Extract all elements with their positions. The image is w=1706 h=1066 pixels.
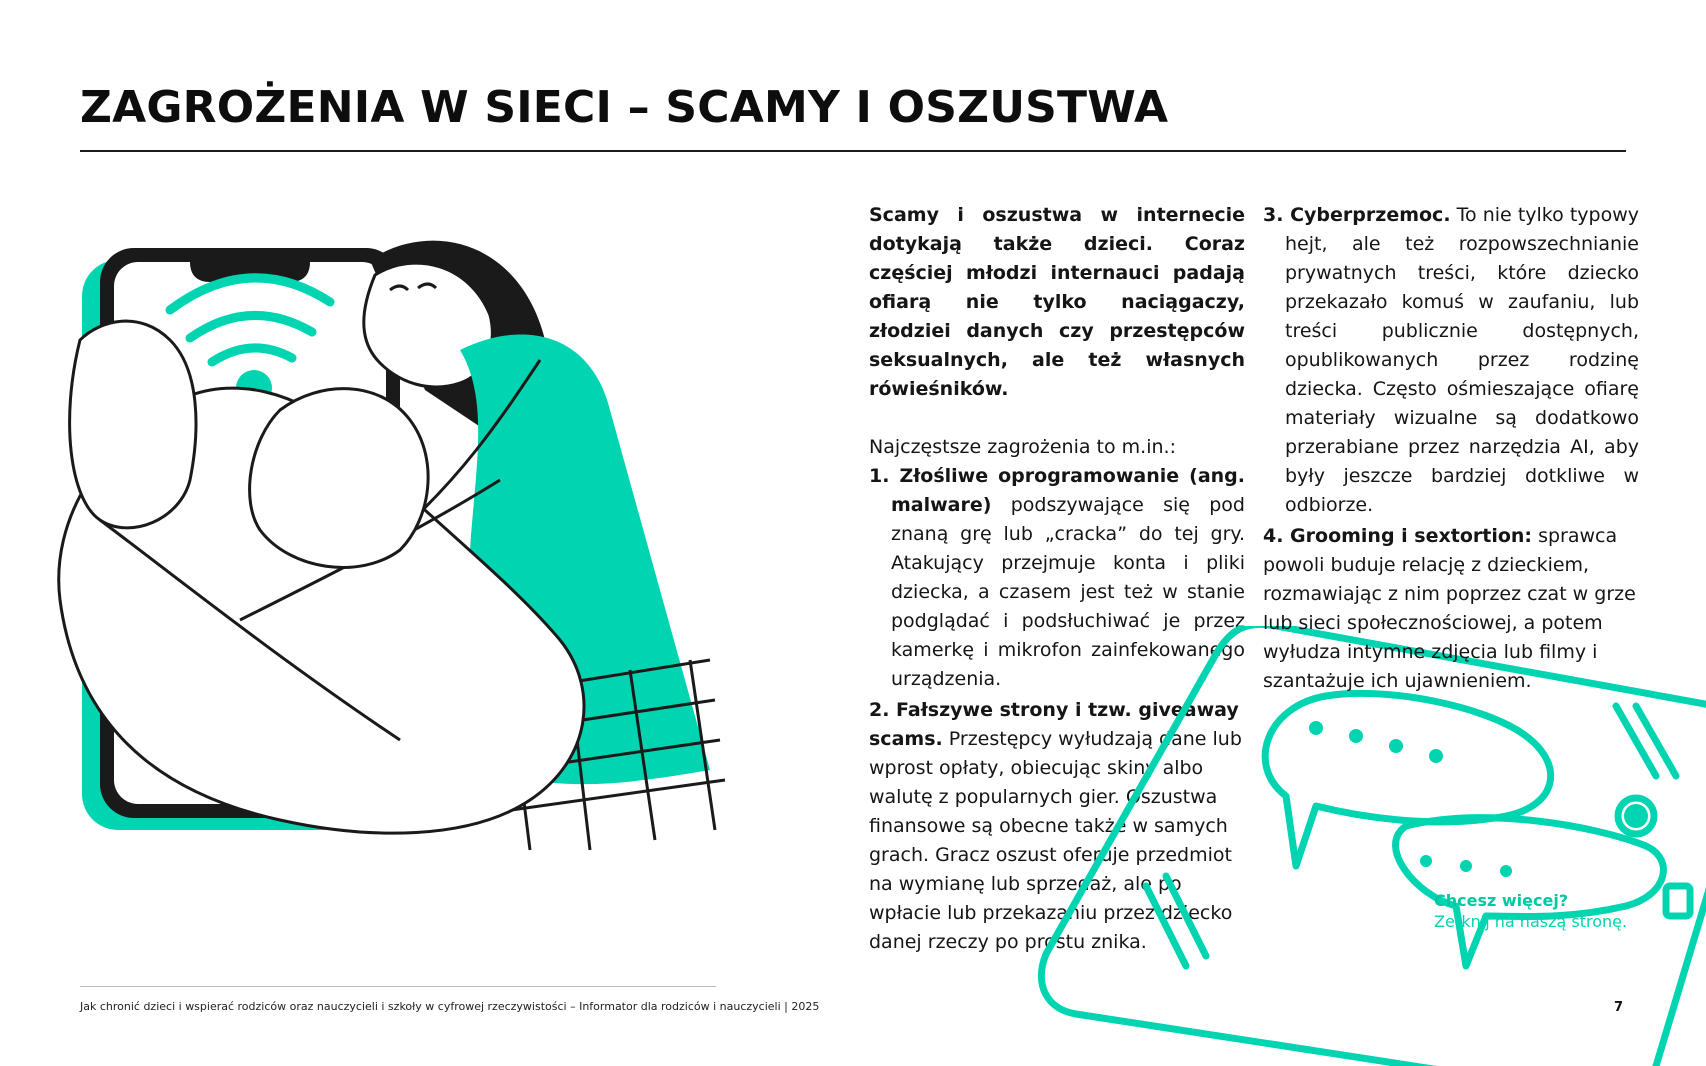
- footer-text: Jak chronić dzieci i wspierać rodziców oraz nauczycieli i szkoły w cyfrowej rzeczywistości – Informator dla rodziców i nauczycieli | 2025: [80, 1000, 820, 1013]
- footer-divider: [80, 986, 716, 987]
- list-item-body: podszywające się pod znaną grę lub „cracka” do tej gry. Atakujący przejmuje konta i pliki dziecka, a czasem jest też w stanie podglądać i podsłuchiwać je przez kamerkę i mikrofon zainfekowanego urządzenia.: [891, 494, 1245, 690]
- list-item-heading: 2. Fałszywe strony i tzw. giveaway scams.: [869, 699, 1239, 750]
- list-item-body: Przestępcy wyłudzają dane lub wprost opłaty, obiecując skiny albo walutę z popularnych gier. Oszustwa finansowe są obecne także w samych grach. Gracz oszust oferuje przedmiot na wymianę lub sprzedaż, ale po wpłacie lub przekazaniu przez dziecko danej rzeczy po prostu znika.: [869, 728, 1242, 953]
- device-button: [1666, 886, 1690, 916]
- article-column-2: [1263, 201, 1639, 698]
- cta-block[interactable]: [1434, 890, 1627, 932]
- list-item-heading: 3. Cyberprzemoc.: [1263, 204, 1451, 226]
- cta-link[interactable]: Zerknij na naszą stronę.: [1434, 912, 1628, 931]
- list-item: [1263, 201, 1639, 520]
- list-item-body: To nie tylko typowy hejt, ale też rozpowszechnianie prywatnych treści, które dziecko przekazało komuś w zaufaniu, lub treści publicznie dostępnych, opublikowanych przez rodzinę dziecka. Często ośmieszające ofiarę materiały wizualne są dodatkowo przerabiane przez narzędzia AI, aby były jeszcze bardziej dotkliwe w odbiorze.: [1285, 204, 1639, 516]
- person-hugging-phone-illustration: [40, 220, 780, 920]
- cta-title: Chcesz więcej?: [1434, 891, 1569, 910]
- right-hand: [250, 389, 429, 568]
- page-number: 7: [1614, 1000, 1624, 1015]
- list-item: [1263, 522, 1639, 696]
- title-divider: [80, 150, 1626, 152]
- list-item-body: sprawca powoli buduje relację z dzieckiem, rozmawiając z nim poprzez czat w grze lub sieci społecznościowej, a potem wyłudza intymne zdjęcia lub filmy i szantażuje ich ujawnieniem.: [1263, 525, 1636, 692]
- page-title: ZAGROŻENIA W SIECI – SCAMY I OSZUSTWA: [80, 82, 1169, 133]
- list-item-heading: 4. Grooming i sextortion:: [1263, 525, 1533, 547]
- device-stripes-right: [1616, 706, 1676, 776]
- article-lead: Najczęstsze zagrożenia to m.in.:: [869, 436, 1176, 458]
- article-intro: Scamy i oszustwa w internecie dotykają także dzieci. Coraz częściej młodzi internauci padają ofiarą nie tylko naciągaczy, złodziei danych czy przestępców seksualnych, ale też własnych rówieśników.: [869, 204, 1245, 400]
- left-hand: [70, 321, 196, 528]
- device-stripes-left: [1146, 876, 1206, 966]
- chat-bubble-large: [1265, 693, 1550, 866]
- list-item-heading: 1. Złośliwe oprogramowanie (ang. malware): [869, 465, 1245, 516]
